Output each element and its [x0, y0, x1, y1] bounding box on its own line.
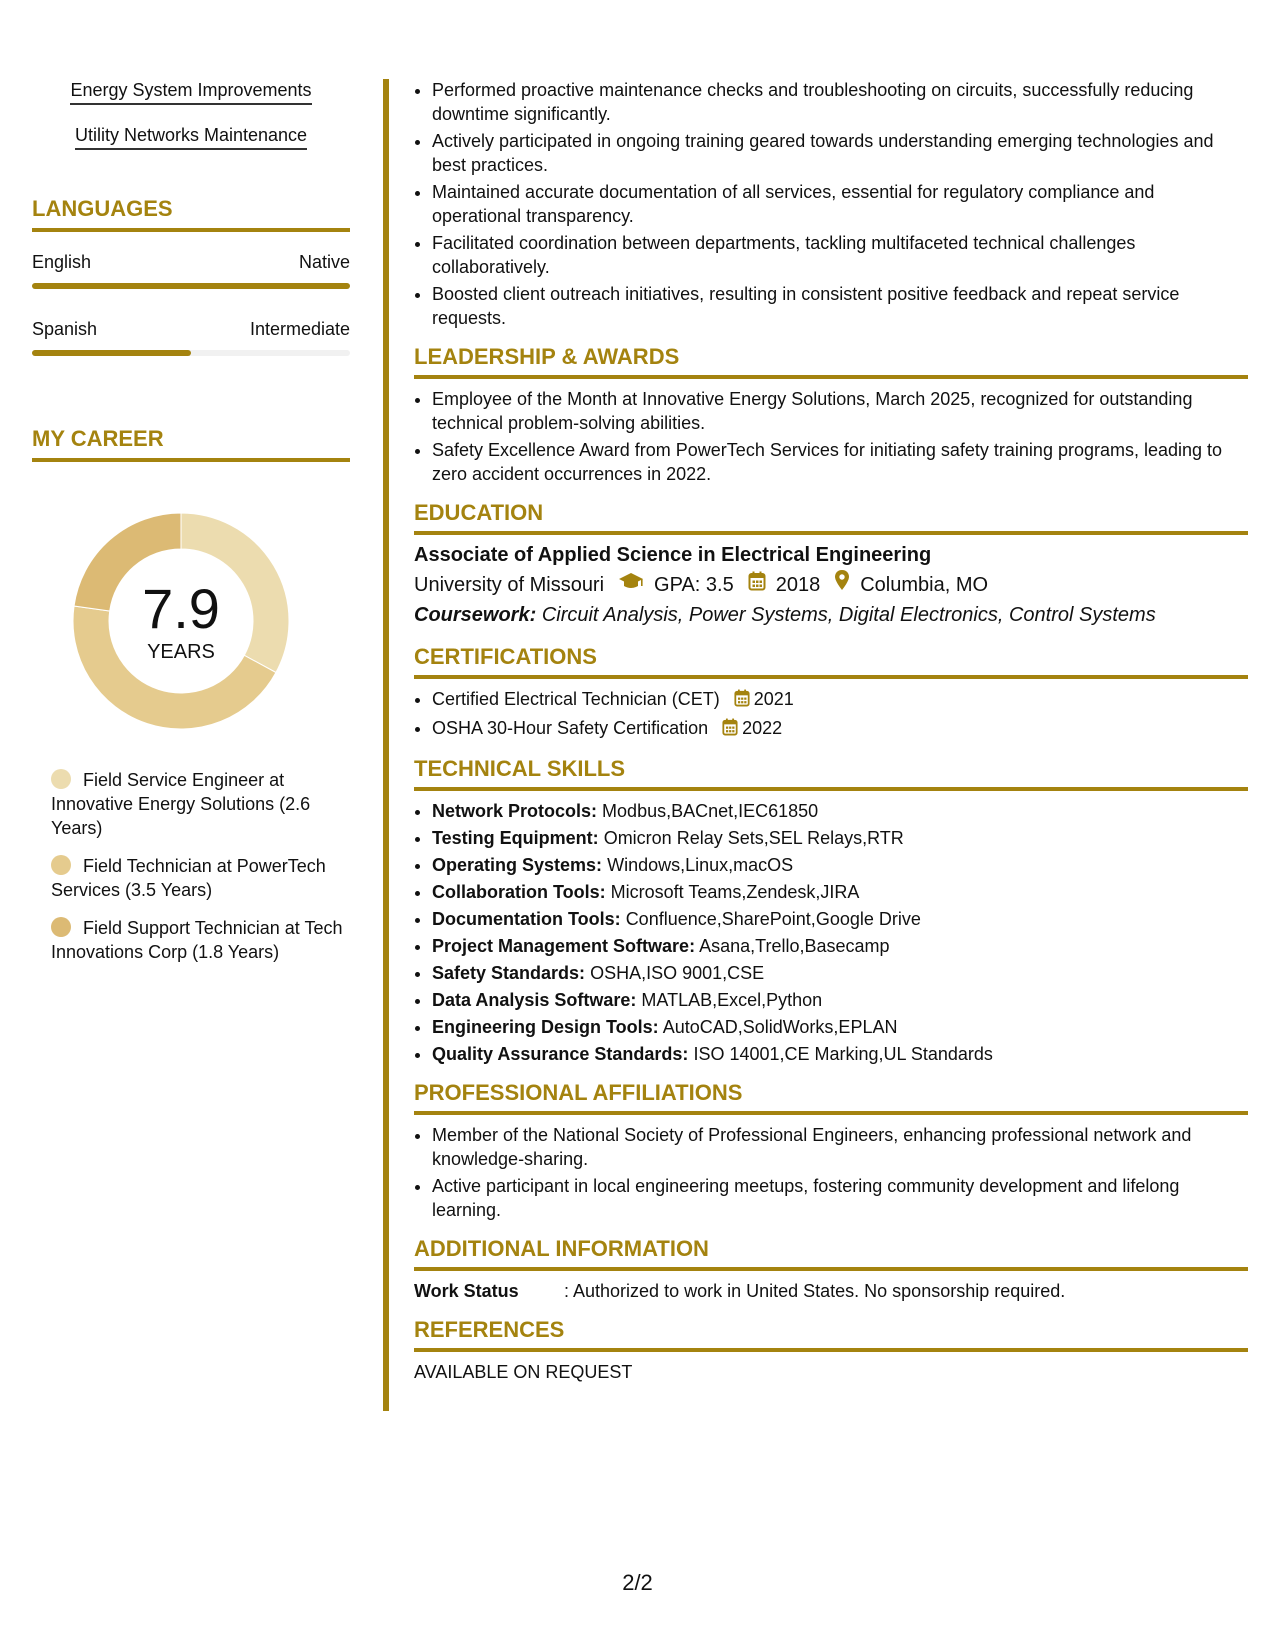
education-heading: EDUCATION: [414, 500, 1248, 535]
skill-item: [432, 1015, 1248, 1039]
map-pin-icon: [834, 569, 850, 600]
experience-bullets: [414, 78, 1248, 330]
experience-bullet: • Performed proactive maintenance checks and troubleshooting on circuits, successfully reducing downtime significantly.: [432, 78, 1248, 126]
education-school: University of Missouri: [414, 573, 605, 596]
skill-item: [432, 853, 1248, 877]
language-level: Native: [298, 252, 350, 272]
skill-label: Testing Equipment:: [432, 828, 599, 848]
education-location: Columbia, MO: [860, 573, 989, 596]
work-status-row: [414, 1279, 1248, 1303]
calendar-icon: [722, 718, 738, 742]
work-status-value: : Authorized to work in United States. No sponsorship required.: [564, 1281, 1066, 1301]
interest-item: [32, 78, 350, 105]
career-legend-label: Field Support Technician at Tech Innovations Corp (1.8 Years): [51, 918, 343, 962]
skill-item: [432, 961, 1248, 985]
coursework-value: Circuit Analysis, Power Systems, Digital Electronics, Control Systems: [541, 604, 1156, 626]
language-bar: [32, 350, 350, 356]
language-bar: [32, 283, 350, 289]
skill-label: Operating Systems:: [432, 855, 603, 875]
skill-item: [432, 1042, 1248, 1066]
leadership-item: • Employee of the Month at Innovative Energy Solutions, March 2025, recognized for outstanding technical problem-solving abilities.: [432, 387, 1248, 435]
skill-value: AutoCAD,SolidWorks,EPLAN: [662, 1017, 898, 1037]
skill-label: Safety Standards:: [432, 963, 586, 983]
skill-value: ISO 14001,CE Marking,UL Standards: [693, 1044, 993, 1064]
language-level: Intermediate: [249, 319, 350, 339]
affiliations-heading: PROFESSIONAL AFFILIATIONS: [414, 1080, 1248, 1115]
skill-value: Modbus,BACnet,IEC61850: [602, 801, 819, 821]
skills-list: [414, 799, 1248, 1066]
certification-name: OSHA 30-Hour Safety Certification: [432, 718, 709, 738]
leadership-item: • Safety Excellence Award from PowerTech Services for initiating safety training programs, leading to zero accident occurrences in 2022.: [432, 438, 1248, 486]
language-name: Spanish: [32, 319, 98, 339]
certification-year: 2021: [753, 689, 794, 709]
skill-item: [432, 988, 1248, 1012]
certification-name: Certified Electrical Technician (CET): [432, 689, 720, 709]
coursework-label: Coursework:: [414, 604, 537, 626]
calendar-icon: [748, 570, 766, 600]
skill-item: [432, 880, 1248, 904]
skills-heading: TECHNICAL SKILLS: [414, 756, 1248, 791]
experience-bullet: • Maintained accurate documentation of all services, essential for regulatory compliance and operational transparency.: [432, 180, 1248, 228]
references-heading: REFERENCES: [414, 1317, 1248, 1352]
language-item: [32, 317, 350, 356]
certification-year: 2022: [742, 718, 783, 738]
experience-bullet: • Actively participated in ongoing training geared towards understanding emerging technologies and best practices.: [432, 129, 1248, 177]
career-legend: [32, 768, 350, 964]
skill-value: Asana,Trello,Basecamp: [699, 936, 890, 956]
left-column: [32, 78, 350, 978]
experience-bullet: • Boosted client outreach initiatives, resulting in consistent positive feedback and repeat service requests.: [432, 282, 1248, 330]
skill-label: Network Protocols:: [432, 801, 598, 821]
career-legend-label: Field Service Engineer at Innovative Energy Solutions (2.6 Years): [51, 770, 311, 838]
additional-heading: ADDITIONAL INFORMATION: [414, 1236, 1248, 1271]
legend-dot: [51, 769, 71, 789]
interest-label: Utility Networks Maintenance: [75, 123, 307, 150]
certifications-heading: CERTIFICATIONS: [414, 644, 1248, 679]
graduation-cap-icon: [618, 570, 644, 600]
skill-item: [432, 934, 1248, 958]
language-name: English: [32, 252, 92, 272]
work-status-label: Work Status: [414, 1281, 519, 1301]
calendar-icon: [734, 689, 750, 713]
leadership-list: [414, 387, 1248, 486]
language-bar-fill: [32, 350, 191, 356]
education-coursework: [414, 600, 1248, 630]
certification-item: [432, 716, 1248, 742]
career-unit: YEARS: [147, 641, 215, 663]
skill-item: [432, 799, 1248, 823]
career-heading: MY CAREER: [32, 426, 350, 462]
education-details: [414, 569, 1248, 600]
skill-value: MATLAB,Excel,Python: [641, 990, 823, 1010]
references-text: AVAILABLE ON REQUEST: [414, 1362, 633, 1382]
column-divider: [383, 79, 389, 1411]
experience-bullet: • Facilitated coordination between departments, tackling multifaceted technical challenges collaboratively.: [432, 231, 1248, 279]
education-gpa: GPA: 3.5: [654, 573, 734, 596]
languages-heading: LANGUAGES: [32, 196, 350, 232]
skill-value: Microsoft Teams,Zendesk,JIRA: [610, 882, 860, 902]
page-number: 2/2: [622, 1570, 653, 1595]
skill-item: [432, 907, 1248, 931]
certifications-list: [414, 687, 1248, 742]
career-legend-item: [51, 854, 350, 902]
skill-value: Confluence,SharePoint,Google Drive: [625, 909, 921, 929]
skill-value: Windows,Linux,macOS: [607, 855, 794, 875]
skill-label: Data Analysis Software:: [432, 990, 637, 1010]
skill-label: Documentation Tools:: [432, 909, 621, 929]
career-legend-item: [51, 768, 350, 840]
skill-value: Omicron Relay Sets,SEL Relays,RTR: [603, 828, 904, 848]
skill-label: Quality Assurance Standards:: [432, 1044, 689, 1064]
right-column: [414, 78, 1248, 1384]
affiliation-item: • Active participant in local engineering meetups, fostering community development and lifelong learning.: [432, 1174, 1248, 1222]
affiliation-item: • Member of the National Society of Professional Engineers, enhancing professional network and knowledge-sharing.: [432, 1123, 1248, 1171]
skill-label: Project Management Software:: [432, 936, 696, 956]
skill-label: Collaboration Tools:: [432, 882, 606, 902]
career-legend-item: [51, 916, 350, 964]
interest-label: Energy System Improvements: [70, 78, 311, 105]
career-legend-label: Field Technician at PowerTech Services (3.5 Years): [51, 856, 326, 900]
education-degree: Associate of Applied Science in Electrical Engineering: [414, 544, 932, 566]
legend-dot: [51, 855, 71, 875]
skill-item: [432, 826, 1248, 850]
interest-item: [32, 123, 350, 150]
language-bar-fill: [32, 283, 350, 289]
skill-value: OSHA,ISO 9001,CSE: [590, 963, 765, 983]
education-year: 2018: [775, 573, 821, 596]
career-total-years: 7.9: [142, 577, 220, 640]
affiliations-list: [414, 1123, 1248, 1222]
language-item: [32, 250, 350, 289]
career-donut-chart: [66, 506, 296, 736]
skill-label: Engineering Design Tools:: [432, 1017, 659, 1037]
leadership-heading: LEADERSHIP & AWARDS: [414, 344, 1248, 379]
legend-dot: [51, 917, 71, 937]
certification-item: [432, 687, 1248, 713]
